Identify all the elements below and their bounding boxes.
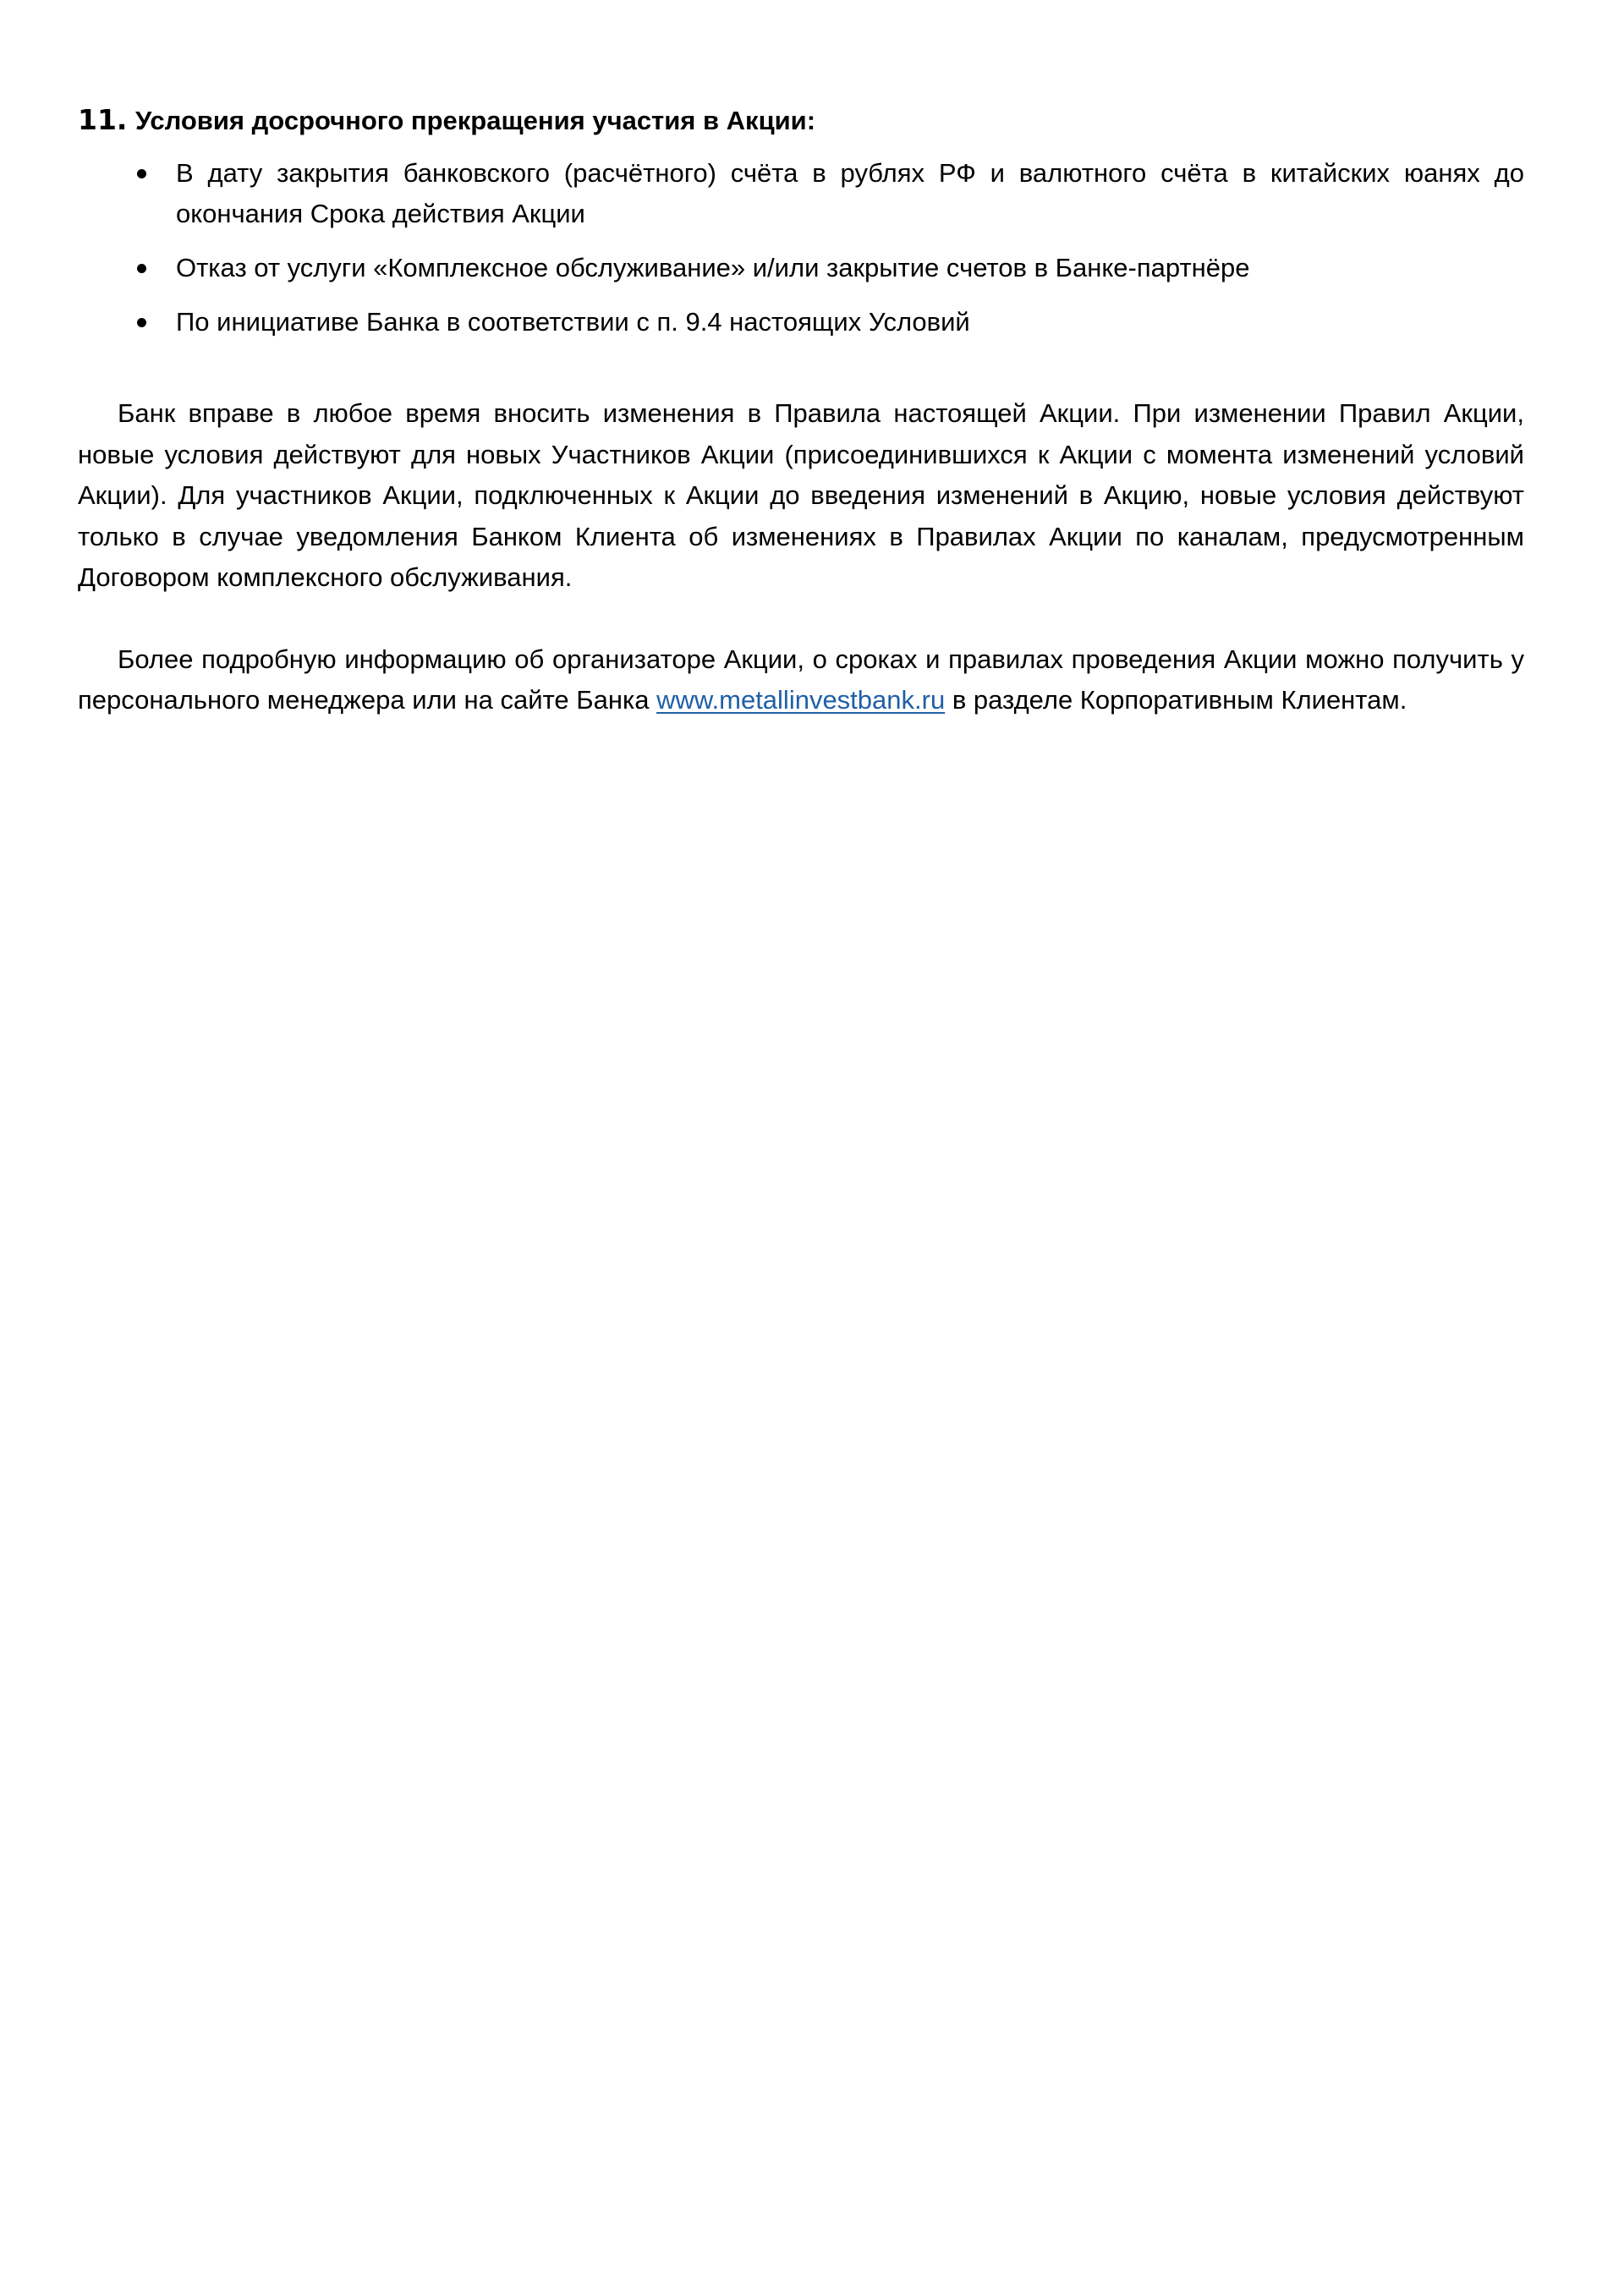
more-info-paragraph — [78, 639, 1524, 721]
list-item — [78, 302, 1524, 342]
list-item-text: По инициативе Банка в соответствии с п. 9.4 настоящих Условий — [176, 307, 970, 337]
bullet-icon — [137, 264, 146, 273]
list-item — [78, 248, 1524, 288]
more-info-text-end: в разделе Корпоративным Клиентам. — [945, 685, 1407, 715]
section-title: Условия досрочного прекращения участия в Акции: — [135, 106, 816, 135]
section-heading — [78, 100, 1524, 141]
document-page — [78, 100, 1524, 721]
list-item — [78, 153, 1524, 234]
section-number: 11. — [78, 103, 128, 136]
bank-website-link[interactable]: www.metallinvestbank.ru — [656, 685, 946, 715]
bullet-icon — [137, 318, 146, 327]
termination-conditions-list — [78, 153, 1524, 342]
list-item-text: Отказ от услуги «Комплексное обслуживание» и/или закрытие счетов в Банке-партнёре — [176, 253, 1250, 282]
rules-changes-paragraph: Банк вправе в любое время вносить изменения в Правила настоящей Акции. При изменении Правил Акции, новые условия действуют для новых Участников Акции (присоединившихся к Акции с момента изменений условий Акции). Для участников Акции, подключенных к Акции до введения изменений в Акцию, новые условия действуют только в случае уведомления Банком Клиента об изменениях в Правилах Акции по каналам, предусмотренным Договором комплексного обслуживания. — [78, 398, 1524, 592]
more-info-text: Более подробную информацию об организаторе Акции, о сроках и правилах проведения Акции можно получить у персонального менеджера или на сайте Банка — [78, 644, 1524, 715]
list-item-text: В дату закрытия банковского (расчётного) счёта в рублях РФ и валютного счёта в китайских юанях до окончания Срока действия Акции — [176, 158, 1524, 228]
bullet-icon — [137, 169, 146, 178]
